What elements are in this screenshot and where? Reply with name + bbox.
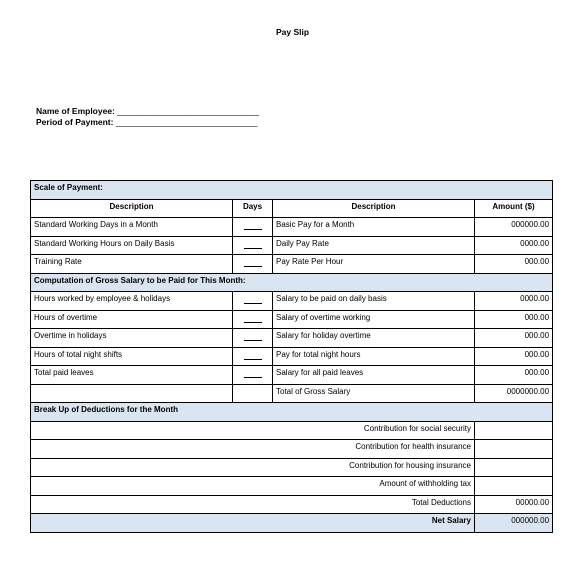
empty-cell bbox=[31, 384, 233, 403]
deduction-amount bbox=[475, 458, 553, 477]
net-salary-label: Net Salary bbox=[31, 514, 475, 533]
gross-total-row bbox=[31, 384, 553, 403]
row-amount: 0000.00 bbox=[475, 292, 553, 311]
deduction-label: Contribution for housing insurance bbox=[31, 458, 475, 477]
deductions-heading-row bbox=[31, 403, 553, 422]
gross-heading-row bbox=[31, 273, 553, 292]
days-blank bbox=[233, 347, 273, 366]
deduction-label: Contribution for social security bbox=[31, 421, 475, 440]
pay-slip-table bbox=[30, 180, 553, 533]
row-amount: 000.00 bbox=[475, 310, 553, 329]
table-row bbox=[31, 236, 553, 255]
empty-cell bbox=[233, 384, 273, 403]
days-blank bbox=[233, 310, 273, 329]
total-deductions-row bbox=[31, 495, 553, 514]
deduction-row bbox=[31, 458, 553, 477]
column-header-description: Description bbox=[31, 199, 233, 218]
payment-period-line: ______________________________ bbox=[115, 117, 258, 127]
row-pay-description: Salary of overtime working bbox=[273, 310, 475, 329]
gross-heading: Computation of Gross Salary to be Paid for This Month: bbox=[31, 273, 553, 292]
row-description: Hours worked by employee & holidays bbox=[31, 292, 233, 311]
deduction-amount bbox=[475, 477, 553, 496]
row-description: Total paid leaves bbox=[31, 366, 233, 385]
days-blank bbox=[233, 366, 273, 385]
row-amount: 000.00 bbox=[475, 366, 553, 385]
row-amount: 0000.00 bbox=[475, 236, 553, 255]
row-amount: 000.00 bbox=[475, 255, 553, 274]
deduction-amount bbox=[475, 440, 553, 459]
column-header-description-2: Description bbox=[273, 199, 475, 218]
employee-name-row bbox=[36, 106, 259, 117]
table-row bbox=[31, 329, 553, 348]
net-salary-amount: 000000.00 bbox=[475, 514, 553, 533]
row-pay-description: Salary to be paid on daily basis bbox=[273, 292, 475, 311]
employee-fields bbox=[36, 106, 259, 128]
column-header-days: Days bbox=[233, 199, 273, 218]
days-blank bbox=[233, 236, 273, 255]
table-row bbox=[31, 292, 553, 311]
scale-heading: Scale of Payment: bbox=[31, 181, 553, 200]
net-salary-row bbox=[31, 514, 553, 533]
row-description: Standard Working Days in a Month bbox=[31, 218, 233, 237]
deduction-amount bbox=[475, 421, 553, 440]
deduction-row bbox=[31, 440, 553, 459]
column-header-amount: Amount ($) bbox=[475, 199, 553, 218]
row-pay-description: Daily Pay Rate bbox=[273, 236, 475, 255]
deduction-row bbox=[31, 477, 553, 496]
days-blank bbox=[233, 329, 273, 348]
deduction-label: Amount of withholding tax bbox=[31, 477, 475, 496]
deduction-label: Contribution for health insurance bbox=[31, 440, 475, 459]
row-pay-description: Pay Rate Per Hour bbox=[273, 255, 475, 274]
table-row bbox=[31, 255, 553, 274]
table-row bbox=[31, 218, 553, 237]
column-header-row bbox=[31, 199, 553, 218]
row-description: Standard Working Hours on Daily Basis bbox=[31, 236, 233, 255]
table-row bbox=[31, 310, 553, 329]
row-description: Hours of overtime bbox=[31, 310, 233, 329]
row-amount: 000000.00 bbox=[475, 218, 553, 237]
row-pay-description: Salary for all paid leaves bbox=[273, 366, 475, 385]
deductions-heading: Break Up of Deductions for the Month bbox=[31, 403, 553, 422]
row-pay-description: Salary for holiday overtime bbox=[273, 329, 475, 348]
gross-total-label: Total of Gross Salary bbox=[273, 384, 475, 403]
row-pay-description: Pay for total night hours bbox=[273, 347, 475, 366]
days-blank bbox=[233, 218, 273, 237]
employee-name-label: Name of Employee: bbox=[36, 106, 115, 116]
total-deductions-label: Total Deductions bbox=[31, 495, 475, 514]
payment-period-label: Period of Payment: bbox=[36, 117, 114, 127]
row-description: Training Rate bbox=[31, 255, 233, 274]
days-blank bbox=[233, 255, 273, 274]
table-row bbox=[31, 366, 553, 385]
page-title: Pay Slip bbox=[275, 27, 310, 37]
row-pay-description: Basic Pay for a Month bbox=[273, 218, 475, 237]
row-amount: 000.00 bbox=[475, 347, 553, 366]
gross-total-amount: 0000000.00 bbox=[475, 384, 553, 403]
total-deductions-amount: 00000.00 bbox=[475, 495, 553, 514]
scale-heading-row bbox=[31, 181, 553, 200]
row-description: Overtime in holidays bbox=[31, 329, 233, 348]
days-blank bbox=[233, 292, 273, 311]
row-description: Hours of total night shifts bbox=[31, 347, 233, 366]
payment-period-row bbox=[36, 117, 259, 128]
deduction-row bbox=[31, 421, 553, 440]
table-row bbox=[31, 347, 553, 366]
employee-name-line: ______________________________ bbox=[117, 106, 260, 116]
row-amount: 000.00 bbox=[475, 329, 553, 348]
